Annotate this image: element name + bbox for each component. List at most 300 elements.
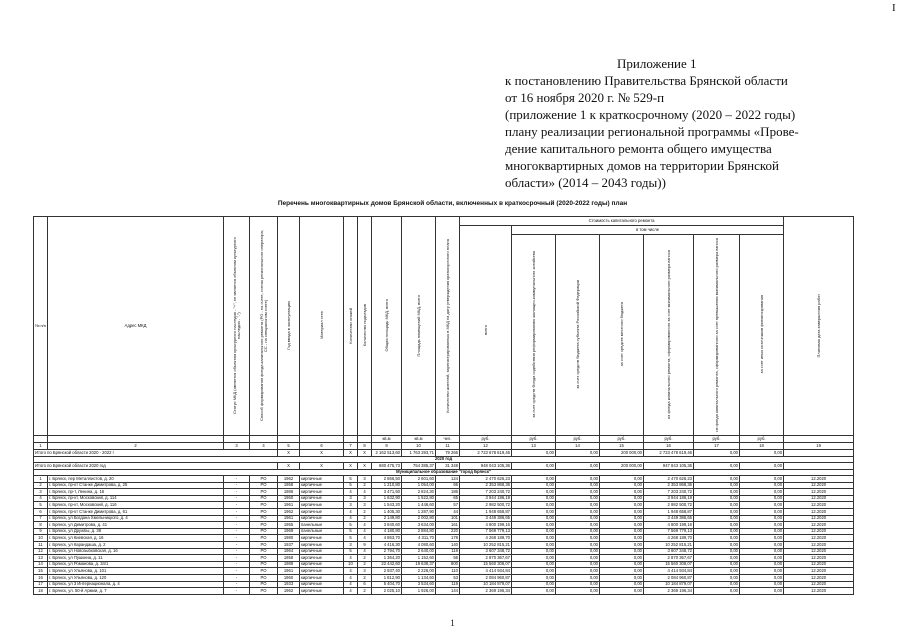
total-cell: 0,00 [740, 463, 784, 470]
cell-st: - [224, 528, 250, 535]
cell-date: 12.2020 [784, 555, 854, 562]
total-cell: 200 000,00 [600, 463, 644, 470]
cell-area: 1 543,20 [372, 502, 402, 509]
cell-oth: 0,00 [740, 588, 784, 595]
cell-fund: РО [250, 535, 278, 542]
cell-st: - [224, 476, 250, 483]
cell-st: - [224, 588, 250, 595]
col-number: 12 [460, 443, 512, 450]
cell-r: 0,00 [556, 508, 600, 515]
cell-ppl: 220 [436, 528, 460, 535]
cell-n: 4 [34, 495, 48, 502]
cell-fund: РО [250, 495, 278, 502]
unit-cell: руб. [644, 436, 694, 443]
cell-parea: 1 134,60 [402, 574, 436, 581]
cell-own: 1 948 658,87 [644, 508, 694, 515]
total-cell: X [358, 463, 372, 470]
cell-fund: РО [250, 541, 278, 548]
cell-total: 4 268 189,70 [460, 535, 512, 542]
col-number: 2 [48, 443, 224, 450]
cell-parea: 4 080,60 [402, 541, 436, 548]
cell-own: 15 560 308,07 [644, 561, 694, 568]
cell-ppl: 144 [436, 588, 460, 595]
col-header: Год ввода в эксплуатацию [278, 217, 300, 436]
cell-oth: 0,00 [740, 476, 784, 483]
cell-r: 0,00 [556, 482, 600, 489]
cell-fund: РО [250, 508, 278, 515]
cell-f: 0,00 [512, 568, 556, 575]
cell-fund: РО [250, 568, 278, 575]
cell-addr: г. Брянск, пр-кт Станке Димитрова, д. 61 [48, 508, 224, 515]
unit-cell: руб. [740, 436, 784, 443]
cell-parea: 1 152,60 [402, 555, 436, 562]
cell-m: 0,00 [600, 588, 644, 595]
cell-oth: 0,00 [740, 581, 784, 588]
cell-st: - [224, 508, 250, 515]
cell-total: 2 470 626,23 [460, 476, 512, 483]
header-line: плану реализации региональной программы «Прове- [505, 124, 799, 139]
total-cell: 2 162 513,60 [372, 450, 402, 457]
cell-total: 4 414 934,84 [460, 568, 512, 575]
cell-f: 0,00 [512, 548, 556, 555]
cell-fl: 5 [344, 548, 358, 555]
table-row [34, 588, 854, 595]
cell-total: 2 982 500,72 [460, 502, 512, 509]
total-cell: 0,00 [512, 463, 556, 470]
header-line: Приложение 1 [617, 56, 697, 71]
cell-ent: 3 [358, 495, 372, 502]
document-title: Перечень многоквартирных домов Брянской области, включенных в краткосрочный (2020-2022 годы) план [277, 200, 628, 207]
cell-oth: 0,00 [740, 528, 784, 535]
cell-ent: 2 [358, 555, 372, 562]
cell-parea: 2 824,30 [402, 489, 436, 496]
cell-m: 0,00 [600, 541, 644, 548]
cell-wall: кирпичные [300, 541, 344, 548]
cell-fl: 4 [344, 489, 358, 496]
cell-f: 0,00 [512, 528, 556, 535]
cell-ppl: 101 [436, 515, 460, 522]
cell-oth: 0,00 [740, 568, 784, 575]
col-number: 3 [224, 443, 250, 450]
cell-fl: 10 [344, 561, 358, 568]
cell-fl: 4 [344, 555, 358, 562]
cell-fund: РО [250, 515, 278, 522]
cell-f: 0,00 [512, 489, 556, 496]
cell-total: 10 184 879,07 [460, 581, 512, 588]
cell-st: - [224, 548, 250, 555]
header-line: (приложение 1 к краткосрочному (2020 – 2022 годы) [505, 107, 796, 122]
cell-ppl: 800 [436, 561, 460, 568]
cell-year: 1962 [278, 588, 300, 595]
cell-oth: 0,00 [740, 574, 784, 581]
total-cell: 0,00 [556, 463, 600, 470]
cell-ent: 3 [358, 568, 372, 575]
cell-year: 1955 [278, 522, 300, 529]
cell-n: 3 [34, 489, 48, 496]
cell-r: 0,00 [556, 555, 600, 562]
cell-own: 3 449 386,65 [644, 515, 694, 522]
cell-year: 1961 [278, 568, 300, 575]
cell-year: 1962 [278, 476, 300, 483]
total-cell: 948 043 105,36 [460, 463, 512, 470]
total-cell: 0,00 [740, 450, 784, 457]
cell-total: 3 449 386,65 [460, 515, 512, 522]
cell-addr: г. Брянск, ул Киевская, д. 16 [48, 535, 224, 542]
col-number: 16 [644, 443, 694, 450]
cell-ppl: 65 [436, 495, 460, 502]
cell-fl: 5 [344, 535, 358, 542]
cell-ex: 0,00 [694, 502, 740, 509]
cell-wall: панельные [300, 528, 344, 535]
total-cell: 0,00 [694, 463, 740, 470]
col-header: всего [460, 226, 512, 436]
cell-wall: кирпичные [300, 515, 344, 522]
cell-oth: 0,00 [740, 502, 784, 509]
cell-r: 0,00 [556, 528, 600, 535]
cell-parea: 2 884,80 [402, 528, 436, 535]
total-cell: X [278, 450, 300, 457]
cell-addr: г. Брянск, ул. 50-й Армии, д. 7 [48, 588, 224, 595]
total-cell: 0,00 [512, 450, 556, 457]
col-header: за счет средств бюджета субъекта Российской Федерации [556, 235, 600, 436]
cell-total: 10 252 815,21 [460, 541, 512, 548]
cell-ppl: 44 [436, 508, 460, 515]
cell-addr: г. Брянск, ул Новозыбковская, д. 16 [48, 548, 224, 555]
cell-date: 12.2020 [784, 535, 854, 542]
header-line: от 16 ноября 2020 г. № 529-п [505, 90, 665, 105]
cell-ppl: 140 [436, 541, 460, 548]
cell-ppl: 119 [436, 548, 460, 555]
total-cell: X [300, 450, 344, 457]
cell-m: 0,00 [600, 482, 644, 489]
table-row [34, 574, 854, 581]
cell-addr: г. Брянск, пр-кт Станке Димитрова, д. 25 [48, 482, 224, 489]
cell-area: 4 416,30 [372, 541, 402, 548]
cell-area: 3 471,50 [372, 489, 402, 496]
cell-area: 1 210,80 [372, 482, 402, 489]
cell-ex: 0,00 [694, 568, 740, 575]
cell-addr: г. Брянск, ул Димитрова, д. 41 [48, 522, 224, 529]
unit-cell: руб. [460, 436, 512, 443]
cell-parea: 3 634,00 [402, 522, 436, 529]
total-cell: X [344, 450, 358, 457]
cell-wall: кирпичные [300, 581, 344, 588]
cell-fund: РО [250, 476, 278, 483]
cell-wall: кирпичные [300, 548, 344, 555]
cell-st: - [224, 489, 250, 496]
cell-date: 12.2020 [784, 495, 854, 502]
cell-total: 2 084 960,87 [460, 574, 512, 581]
cell-n: 9 [34, 528, 48, 535]
cell-parea: 1 522,80 [402, 495, 436, 502]
cell-m: 0,00 [600, 508, 644, 515]
total-cell: 79 266 [436, 450, 460, 457]
cell-fl: 4 [344, 581, 358, 588]
cell-date: 12.2020 [784, 502, 854, 509]
col-header: Площадь помещений МКД, всего [402, 217, 436, 436]
col-header: Количество подъездов [358, 217, 372, 436]
total-cell: 680 475,73 [372, 463, 402, 470]
cell-own: 2 470 626,23 [644, 476, 694, 483]
cell-fund: РО [250, 528, 278, 535]
total-cell: X [358, 450, 372, 457]
cell-wall: кирпичные [300, 588, 344, 595]
cell-oth: 0,00 [740, 515, 784, 522]
cell-r: 0,00 [556, 541, 600, 548]
header-line: к постановлению Правительства Брянской области [505, 73, 788, 88]
cell-st: - [224, 581, 250, 588]
cell-date: 12.2020 [784, 568, 854, 575]
cell-f: 0,00 [512, 535, 556, 542]
cell-ex: 0,00 [694, 574, 740, 581]
cell-parea: 1 054,00 [402, 482, 436, 489]
col-header: Количество жителей, зарегистрированных в МКД на дату утверждения краткосрочного плана [436, 217, 460, 436]
cell-ex: 0,00 [694, 581, 740, 588]
cell-fund: РО [250, 522, 278, 529]
cell-wall: кирпичные [300, 555, 344, 562]
total-row-all-years [34, 450, 854, 457]
unit-cell: чел. [436, 436, 460, 443]
corner-mark: I [892, 2, 896, 14]
cell-year: 1961 [278, 515, 300, 522]
table-row [34, 555, 854, 562]
col-number: 4 [250, 443, 278, 450]
cell-ex: 0,00 [694, 489, 740, 496]
cell-wall: кирпичные [300, 495, 344, 502]
cell-year: 1962 [278, 508, 300, 515]
cell-wall: кирпичные [300, 568, 344, 575]
cell-own: 7 569 779,13 [644, 528, 694, 535]
cell-n: 12 [34, 548, 48, 555]
cell-n: 17 [34, 581, 48, 588]
cell-m: 0,00 [600, 515, 644, 522]
cell-fl: 5 [344, 528, 358, 535]
year-label: 2020 год [34, 457, 854, 463]
cell-wall: кирпичные [300, 489, 344, 496]
cell-area: 1 405,30 [372, 508, 402, 515]
table-row [34, 502, 854, 509]
cell-oth: 0,00 [740, 541, 784, 548]
unit-cell: кв.м [402, 436, 436, 443]
cell-own: 3 944 186,19 [644, 495, 694, 502]
cell-fund: РО [250, 588, 278, 595]
cell-r: 0,00 [556, 588, 600, 595]
cell-ent: 2 [358, 561, 372, 568]
cell-oth: 0,00 [740, 555, 784, 562]
col-number: 15 [600, 443, 644, 450]
cell-year: 1969 [278, 528, 300, 535]
cell-n: 11 [34, 541, 48, 548]
cell-year: 1964 [278, 548, 300, 555]
cell-oth: 0,00 [740, 482, 784, 489]
cell-date: 12.2020 [784, 489, 854, 496]
cell-f: 0,00 [512, 555, 556, 562]
houses-table [33, 216, 854, 595]
col-header: Материал стен [300, 217, 344, 436]
cell-st: - [224, 541, 250, 548]
cell-area: 2 937,40 [372, 568, 402, 575]
cell-parea: 2 226,00 [402, 568, 436, 575]
unit-cell: руб. [512, 436, 556, 443]
cell-st: - [224, 535, 250, 542]
cell-r: 0,00 [556, 574, 600, 581]
cell-fl: 3 [344, 495, 358, 502]
total-cell: 947 843 105,36 [644, 463, 694, 470]
cell-st: - [224, 561, 250, 568]
table-row [34, 528, 854, 535]
cell-date: 12.2020 [784, 548, 854, 555]
page-number: 1 [450, 618, 455, 628]
cell-fl: 4 [344, 588, 358, 595]
cell-area: 1 364,20 [372, 555, 402, 562]
cell-total: 7 569 779,13 [460, 528, 512, 535]
cell-m: 0,00 [600, 581, 644, 588]
cell-year: 1986 [278, 489, 300, 496]
cell-m: 0,00 [600, 502, 644, 509]
cell-own: 4 414 934,84 [644, 568, 694, 575]
col-number: 1 [34, 443, 48, 450]
cell-total: 7 203 240,72 [460, 489, 512, 496]
cell-n: 7 [34, 515, 48, 522]
cell-fl: 4 [344, 574, 358, 581]
cell-n: 5 [34, 502, 48, 509]
col-header: Общая площадь МКД, всего [372, 217, 402, 436]
total-row-2020 [34, 463, 854, 470]
cell-area: 5 404,70 [372, 581, 402, 588]
cell-ex: 0,00 [694, 495, 740, 502]
cell-oth: 0,00 [740, 489, 784, 496]
cell-wall: кирпичные [300, 482, 344, 489]
cell-addr: г. Брянск, ул Карандаша, д. 2 [48, 541, 224, 548]
col-header: Способ формирования фонда капитального ремонта (РО - на счете, счетах регионального оператора; СС - на специальном счете) [250, 217, 278, 436]
cell-m: 0,00 [600, 561, 644, 568]
total-cell: 2 723 678 619,46 [460, 450, 512, 457]
col-number: 18 [740, 443, 784, 450]
cell-year: 1958 [278, 482, 300, 489]
cell-parea: 3 534,60 [402, 581, 436, 588]
cell-total: 4 800 199,16 [460, 522, 512, 529]
cell-fl: 4 [344, 568, 358, 575]
col-number: 13 [512, 443, 556, 450]
cell-date: 12.2020 [784, 522, 854, 529]
cell-ex: 0,00 [694, 541, 740, 548]
cell-ent: 3 [358, 502, 372, 509]
cell-st: - [224, 495, 250, 502]
cell-ex: 0,00 [694, 508, 740, 515]
cell-total: 2 369 196,34 [460, 588, 512, 595]
cell-f: 0,00 [512, 588, 556, 595]
total-cell: 0,00 [556, 450, 600, 457]
cell-st: - [224, 482, 250, 489]
col-header: за счет средств Фонда содействия реформированию жилищно-коммунального хозяйства [512, 235, 556, 436]
cell-parea: 1 287,90 [402, 508, 436, 515]
cell-ppl: 53 [436, 574, 460, 581]
cell-own: 2 369 196,34 [644, 588, 694, 595]
cell-ent: 4 [358, 528, 372, 535]
municipality-label: Муниципальное образование "город Брянск" [34, 470, 854, 476]
cell-ppl: 57 [436, 502, 460, 509]
cell-own: 10 252 815,21 [644, 541, 694, 548]
cell-year: 1961 [278, 502, 300, 509]
cell-f: 0,00 [512, 495, 556, 502]
cell-ent: 4 [358, 548, 372, 555]
total-cell: 754 385,37 [402, 463, 436, 470]
cell-own: 10 184 879,07 [644, 581, 694, 588]
cell-year: 1958 [278, 555, 300, 562]
header-line: области» (2014 – 2043 годы)) [505, 175, 666, 190]
cell-n: 2 [34, 482, 48, 489]
cell-fl: 4 [344, 508, 358, 515]
cell-ppl: 186 [436, 489, 460, 496]
total-cell: 0,00 [694, 450, 740, 457]
cell-ent: 2 [358, 482, 372, 489]
cell-fund: РО [250, 561, 278, 568]
cell-ex: 0,00 [694, 561, 740, 568]
cell-ent: 6 [358, 581, 372, 588]
cell-date: 12.2020 [784, 528, 854, 535]
total-cell: 31 348 [436, 463, 460, 470]
cell-n: 18 [34, 588, 48, 595]
col-header: Адрес МКД [48, 217, 224, 436]
cell-ent: 4 [358, 522, 372, 529]
units-row [34, 436, 854, 443]
cell-fl: 5 [344, 522, 358, 529]
cell-ppl: 110 [436, 568, 460, 575]
cell-r: 0,00 [556, 535, 600, 542]
header-line: многоквартирных домов на территории Брянской [505, 158, 779, 173]
cell-r: 0,00 [556, 489, 600, 496]
cell-date: 12.2020 [784, 476, 854, 483]
cell-year: 1933 [278, 581, 300, 588]
total-cell: X [278, 463, 300, 470]
cell-total: 2 870 367,67 [460, 555, 512, 562]
cell-f: 0,00 [512, 541, 556, 548]
table-row [34, 568, 854, 575]
unit-cell: руб. [694, 436, 740, 443]
cell-date: 12.2020 [784, 588, 854, 595]
total-cell: X [300, 463, 344, 470]
header-line: дение капитального ремонта общего имущества [505, 141, 772, 156]
cell-ex: 0,00 [694, 555, 740, 562]
cell-st: - [224, 555, 250, 562]
table-row [34, 515, 854, 522]
cell-addr: г. Брянск, пер Металлистов, д. 20 [48, 476, 224, 483]
cell-addr: г. Брянск, пр-кт, Московский, д. 116 [48, 502, 224, 509]
cell-date: 12.2020 [784, 482, 854, 489]
table-row [34, 581, 854, 588]
cell-m: 0,00 [600, 574, 644, 581]
cell-m: 0,00 [600, 522, 644, 529]
cell-oth: 0,00 [740, 495, 784, 502]
column-numbers-row [34, 443, 854, 450]
cell-addr: г. Брянск, ул Пушкина, д. 11 [48, 555, 224, 562]
unit-cell: руб. [556, 436, 600, 443]
cell-st: - [224, 502, 250, 509]
cell-area: 1 632,90 [372, 495, 402, 502]
cell-oth: 0,00 [740, 548, 784, 555]
cell-st: - [224, 515, 250, 522]
cell-own: 2 084 960,87 [644, 574, 694, 581]
cell-m: 0,00 [600, 495, 644, 502]
col-number: 5 [278, 443, 300, 450]
col-number: 9 [372, 443, 402, 450]
cell-year: 1960 [278, 574, 300, 581]
cell-r: 0,00 [556, 515, 600, 522]
unit-cell: руб. [600, 436, 644, 443]
cell-addr: г. Брянск, ул Богдана Хмельницкого, д. 4 [48, 515, 224, 522]
cell-wall: кирпичные [300, 502, 344, 509]
cell-parea: 2 640,00 [402, 548, 436, 555]
